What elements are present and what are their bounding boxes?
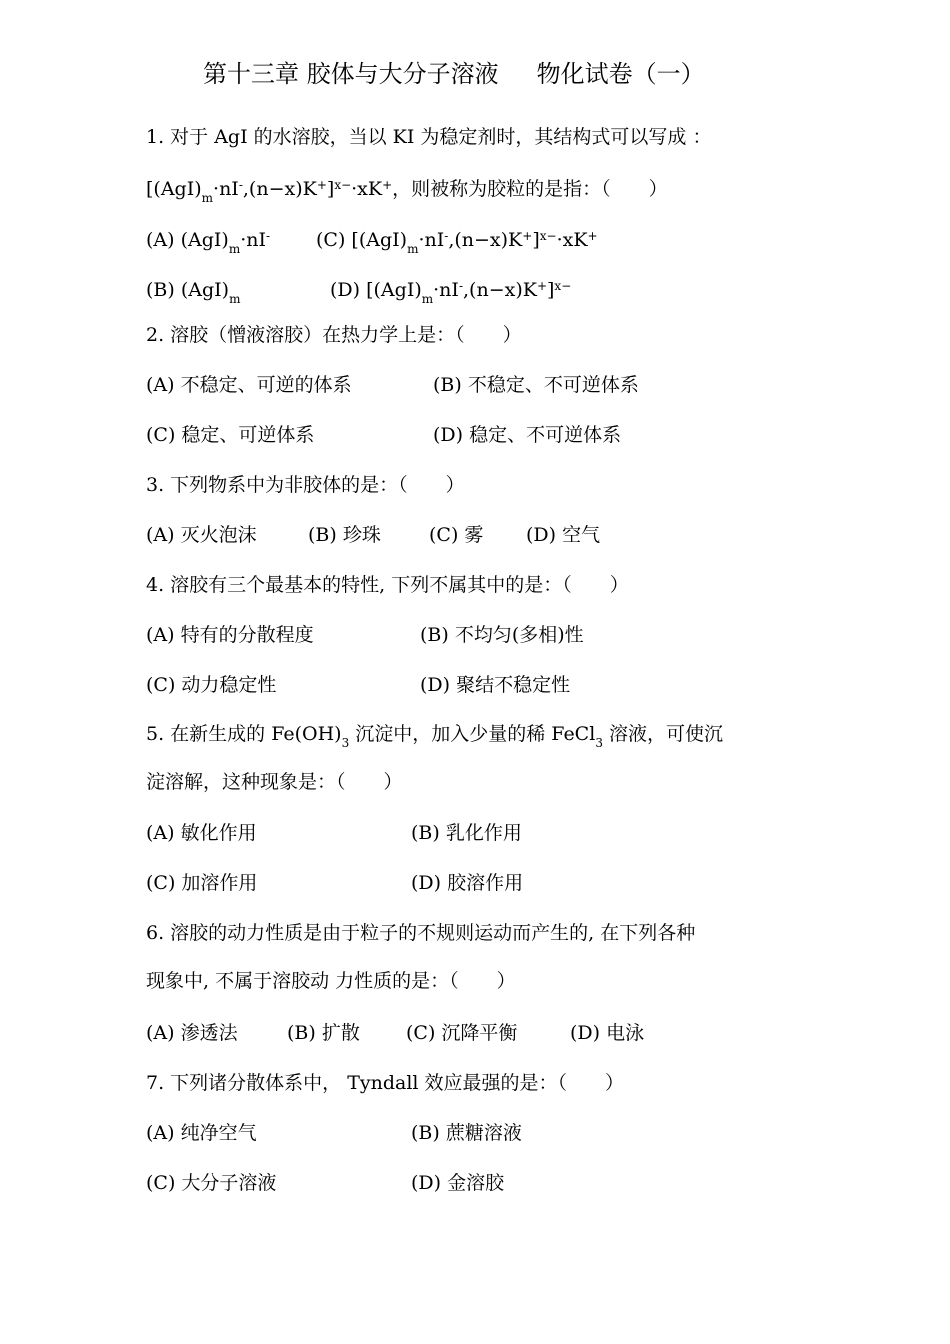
q7-option-a: (A) 纯净空气: [146, 1122, 257, 1144]
q6-option-b: (B) 扩散: [287, 1022, 360, 1044]
q6-options-row: [146, 1018, 644, 1048]
q7-stem: 7. 下列诸分散体系中， Tyndall 效应最强的是：（ ）: [146, 1072, 625, 1094]
q7-options-row1: [146, 1118, 522, 1148]
chapter-title: 第十三章 胶体与大分子溶液: [203, 60, 499, 88]
q2-option-d: (D) 稳定、不可逆体系: [433, 424, 622, 446]
q3-option-a: (A) 灭火泡沫: [146, 524, 257, 546]
q5-option-c: (C) 加溶作用: [146, 872, 258, 894]
q4-option-c: (C) 动力稳定性: [146, 674, 277, 696]
q5-options-row2: [146, 868, 523, 898]
q3-options-row: [146, 520, 600, 550]
q4-option-b: (B) 不均匀(多相)性: [420, 624, 584, 646]
q4-options-row2: [146, 670, 570, 700]
q1-option-a: (A) $(AgI)_m\cdot nI^-$: [146, 229, 271, 256]
q6-option-c: (C) 沉降平衡: [406, 1022, 518, 1044]
q4-option-a: (A) 特有的分散程度: [146, 624, 314, 646]
q2-option-c: (C) 稳定、可逆体系: [146, 424, 315, 446]
q3-option-b: (B) 珍珠: [308, 524, 381, 546]
q1-option-d: (D) $[(AgI)_m\cdot nI^-,(n-x)K^+]^{x-}$: [330, 279, 572, 306]
q4-stem: 4. 溶胶有三个最基本的特性, 下列不属其中的是：（ ）: [146, 574, 629, 596]
q2-stem: 2. 溶胶（憎液溶胶）在热力学上是：（ ）: [146, 324, 522, 346]
q1-option-b: (B) $(AgI)_m$: [146, 279, 241, 306]
q7-option-d: (D) 金溶胶: [411, 1172, 505, 1194]
paper-title: 物化试卷（一）: [536, 60, 705, 88]
q5-option-d: (D) 胶溶作用: [411, 872, 524, 894]
q7-option-b: (B) 蔗糖溶液: [411, 1122, 522, 1144]
q1-formula-line: $[(AgI)_m\cdot nI^-,(n-x)K^+]^{x-}\cdot xK^+$，则被称为胶粒的是指：（ ）: [146, 178, 668, 205]
q5-options-row1: [146, 818, 522, 848]
q4-options-row1: [146, 620, 584, 650]
q1-options-row2: [146, 271, 571, 314]
q5-stem-line1: 5. 在新生成的 $Fe(OH)_3$ 沉淀中，加入少量的稀 FeCl$_3$ 溶液，可使沉: [146, 723, 723, 750]
q5-stem-line2: 淀溶解，这种现象是：（ ）: [146, 771, 403, 793]
q1-option-c: (C) $[(AgI)_m\cdot nI^-,(n-x)K^+]^{x-}\cdot xK^+$: [316, 229, 598, 256]
q3-stem: 3. 下列物系中为非胶体的是：（ ）: [146, 474, 465, 496]
q6-option-a: (A) 渗透法: [146, 1022, 238, 1044]
q1-stem: 1. 对于 AgI 的水溶胶，当以 KI 为稳定剂时，其结构式可以写成 ：: [146, 126, 712, 148]
q4-option-d: (D) 聚结不稳定性: [420, 674, 571, 696]
q6-option-d: (D) 电泳: [570, 1022, 645, 1044]
q6-stem-line2: 现象中, 不属于溶胶动 力性质的是：（ ）: [146, 970, 516, 992]
q3-option-d: (D) 空气: [526, 524, 601, 546]
q2-options-row2: [146, 420, 621, 450]
q7-options-row2: [146, 1168, 504, 1198]
q1-options-row1: [146, 221, 598, 264]
q3-option-c: (C) 雾: [429, 524, 484, 546]
q2-options-row1: [146, 370, 639, 400]
q2-option-a: (A) 不稳定、可逆的体系: [146, 374, 352, 396]
q6-stem-line1: 6. 溶胶的动力性质是由于粒子的不规则运动而产生的, 在下列各种: [146, 922, 696, 944]
q5-option-b: (B) 乳化作用: [411, 822, 522, 844]
q5-option-a: (A) 敏化作用: [146, 822, 257, 844]
q2-option-b: (B) 不稳定、不可逆体系: [433, 374, 639, 396]
page-title: [203, 54, 763, 89]
q7-option-c: (C) 大分子溶液: [146, 1172, 277, 1194]
